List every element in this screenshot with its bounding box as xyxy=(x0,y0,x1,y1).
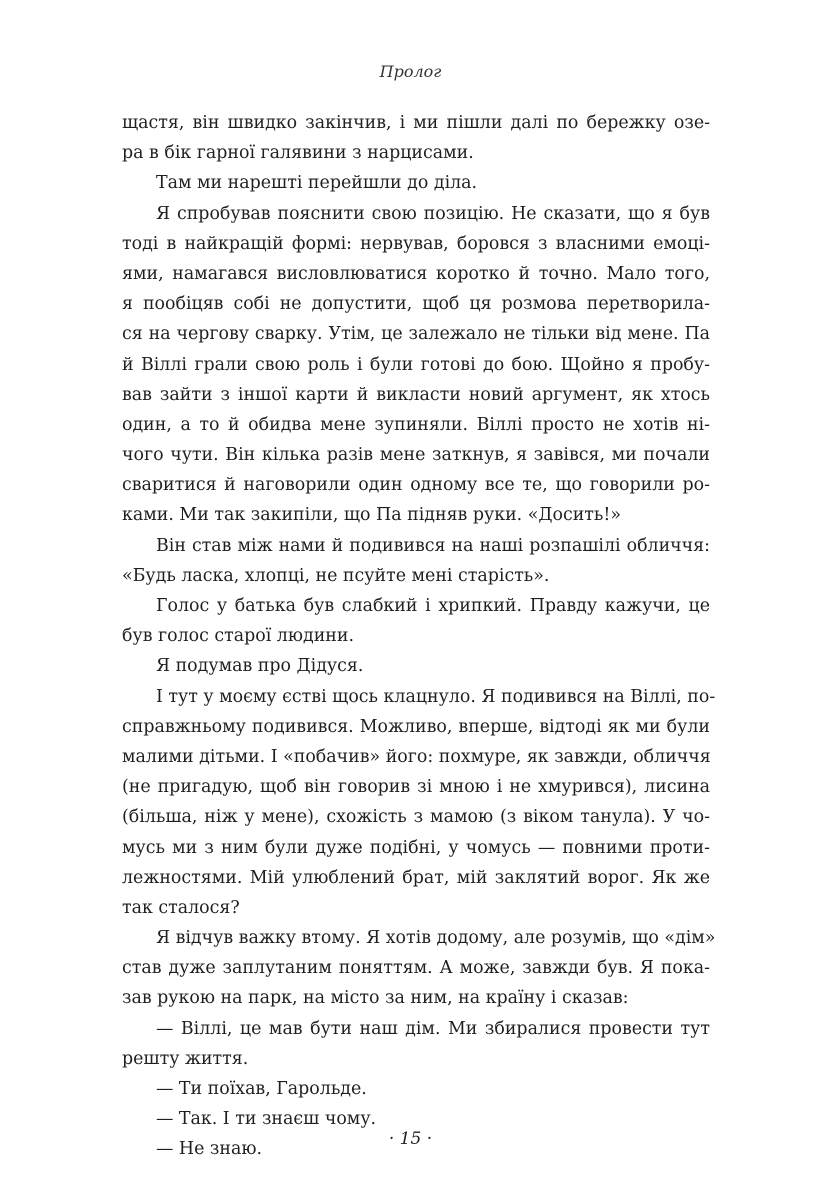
text-line: Я відчув важку втому. Я хотів додому, але розумів, що «дім» xyxy=(156,928,716,949)
text-line: ся на чергову сварку. Утім, це залежало не тільки від мене. Па xyxy=(122,324,710,345)
text-line: (більша, ніж у мене), схожість з мамою (з віком танула). У чо- xyxy=(122,807,710,828)
text-line: вав зайти з іншої карти й викласти новий аргумент, як хтось xyxy=(122,384,710,405)
text-line: малими дітьми. І «побачив» його: похмуре, як завжди, обличчя xyxy=(122,746,711,767)
text-line: — Ти поїхав, Гарольде. xyxy=(156,1079,367,1099)
text-line: став дуже заплутаним поняттям. А може, завжди був. Я пока- xyxy=(122,958,710,979)
text-line: справжньому подивився. Можливо, вперше, відтоді як ми були xyxy=(122,716,710,737)
text-line: я пообіцяв собі не допустити, щоб ця розмова перетворила- xyxy=(122,294,710,315)
text-line: Він став між нами й подивився на наші розпашілі обличчя: xyxy=(156,535,710,556)
text-line: решту життя. xyxy=(122,1048,249,1069)
text-line: — Віллі, це мав бути наш дім. Ми збиралися провести тут xyxy=(156,1018,710,1039)
text-line: тоді в найкращій формі: нервував, боровся з власними емоці- xyxy=(122,233,710,254)
page-number: · 15 · xyxy=(388,1129,433,1149)
text-line: — Так. І ти знаєш чому. xyxy=(156,1109,377,1130)
text-line: Там ми нарешті перейшли до діла. xyxy=(156,173,478,194)
text-line: Я подумав про Дідуся. xyxy=(156,656,364,677)
text-line: Я спробував пояснити свою позицію. Не сказати, що я був xyxy=(156,203,710,224)
text-line: ра в бік гарної галявини з нарцисами. xyxy=(122,143,474,164)
text-line: лежностями. Мій улюблений брат, мій заклятий ворог. Як же xyxy=(122,867,710,888)
text-line: — Не знаю. xyxy=(156,1139,263,1160)
text-line: (не пригадую, щоб він говорив зі мною і не хмурився), лисина xyxy=(122,777,710,798)
text-line: зав рукою на парк, на місто за ним, на країну і сказав: xyxy=(122,988,629,1009)
text-line: ками. Ми так закипіли, що Па підняв руки. «Досить!» xyxy=(122,505,622,526)
body-text xyxy=(122,108,716,1165)
running-head: Пролог xyxy=(379,62,442,81)
text-line: був голос старої людини. xyxy=(122,626,355,647)
text-line: ями, намагався висловлюватися коротко й точно. Мало того, xyxy=(122,263,710,284)
text-line: Голос у батька був слабкий і хрипкий. Правду кажучи, це xyxy=(156,596,710,616)
text-line: й Віллі грали свою роль і були готові до бою. Щойно я пробу- xyxy=(122,354,710,375)
text-line: один, а то й обидва мене зупиняли. Віллі просто не хотів ні- xyxy=(122,414,710,435)
text-line: так сталося? xyxy=(122,897,240,918)
text-line: щастя, він швидко закінчив, і ми пішли далі по бережку озе- xyxy=(122,113,710,133)
text-line: «Будь ласка, хлопці, не псуйте мені старість». xyxy=(122,565,550,586)
text-line: І тут у моєму єстві щось клацнуло. Я подивився на Віллі, по- xyxy=(156,686,716,707)
text-line: мусь ми з ним були дуже подібні, у чомусь — повними проти- xyxy=(122,837,710,858)
text-line: сваритися й наговорили один одному все те, що говорили ро- xyxy=(122,475,710,496)
text-line: чого чути. Він кілька разів мене заткнув, я завівся, ми почали xyxy=(122,445,710,466)
